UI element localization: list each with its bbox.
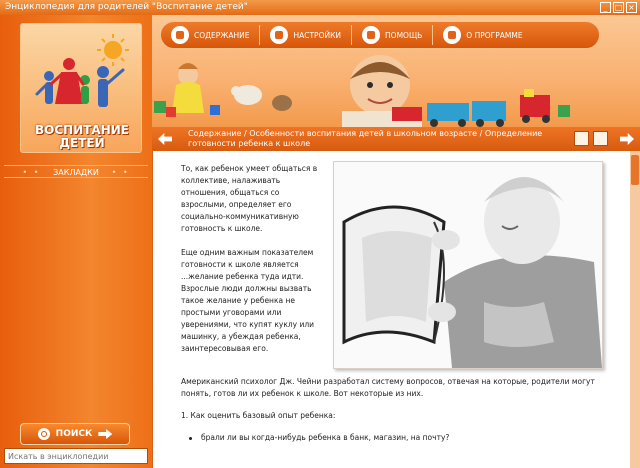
header-illustration <box>152 45 640 127</box>
maximize-button[interactable]: □ <box>614 3 623 12</box>
logo-line-1: ВОСПИТАНИЕ <box>35 123 129 137</box>
article-text-wide <box>181 376 601 454</box>
minimize-button[interactable]: _ <box>600 2 611 13</box>
breadcrumb-bar <box>152 127 640 151</box>
bookmarks-header[interactable] <box>4 165 148 178</box>
bookmark-add-icon[interactable] <box>574 131 589 146</box>
article-paragraph: То, как ребенок умеет общаться в коллективе, налаживать отношения, общаться со взрослыми, определяет его социально-коммуникативную готовность к школе. <box>181 164 318 233</box>
wrench-icon <box>270 26 288 44</box>
window-controls <box>600 2 637 13</box>
about-icon <box>443 26 461 44</box>
family-logo-icon <box>27 28 137 124</box>
article-paragraph: Еще одним важным показателем готовности к школе является ...желание ребенка туда идти. Взрослые люди должны вызвать такое желание у ребенка не простыми уговорами или уверениями, что купят куклу или машинку, а убеждая ребенка, заинтересовывая его. <box>181 248 315 353</box>
search-button[interactable] <box>20 423 130 445</box>
forward-arrow-icon[interactable] <box>620 133 634 145</box>
article-paragraph: Американский психолог Дж. Чейни разработал систему вопросов, отвечая на которые, родители могут понять, готов ли их ребенок к школе. Вот некоторые из них. <box>181 377 595 398</box>
logo <box>20 23 142 153</box>
breadcrumb[interactable]: Содержание / Особенности воспитания детей в школьном возрасте / Определение готовности ребенка к школе <box>188 129 543 148</box>
menu-item-label: НАСТРОЙКИ <box>293 30 342 40</box>
close-button[interactable]: × <box>626 2 637 13</box>
contents-icon <box>171 26 189 44</box>
arrow-right-icon <box>98 429 112 439</box>
logo-line-2: ДЕТЕЙ <box>59 136 105 150</box>
back-arrow-icon[interactable] <box>158 133 172 145</box>
help-icon <box>362 26 380 44</box>
bookmarks-dots-left: • • <box>22 168 41 177</box>
menu-item-label: ПОМОЩЬ <box>385 30 423 40</box>
menu-item-label: СОДЕРЖАНИЕ <box>194 30 250 40</box>
sidebar <box>0 15 152 468</box>
print-icon[interactable] <box>593 131 608 146</box>
article-paragraph: 1. Как оценить базовый опыт ребенка: <box>181 411 336 420</box>
search-button-label: ПОИСК <box>55 429 93 439</box>
logo-title <box>21 124 143 150</box>
page-actions <box>574 131 608 146</box>
bookmarks-label: ЗАКЛАДКИ <box>53 168 99 177</box>
list-item: брали ли вы когда-нибудь ребенка в банк, магазин, на почту? <box>181 432 601 444</box>
scrollbar[interactable] <box>630 151 640 468</box>
scrollbar-thumb[interactable] <box>631 155 639 185</box>
article-text-column <box>181 163 321 367</box>
bookmarks-dots-right: • • <box>111 168 130 177</box>
article-content <box>152 151 640 468</box>
window-title: Энциклопедия для родителей "Воспитание детей" <box>5 2 248 12</box>
menu-item-label: О ПРОГРАММЕ <box>466 30 523 40</box>
window-title-bar <box>0 0 640 15</box>
article-photo <box>333 161 603 369</box>
search-icon <box>38 428 50 440</box>
header <box>152 15 640 127</box>
boy-reading-photo <box>334 162 602 368</box>
search-input[interactable] <box>4 448 148 464</box>
